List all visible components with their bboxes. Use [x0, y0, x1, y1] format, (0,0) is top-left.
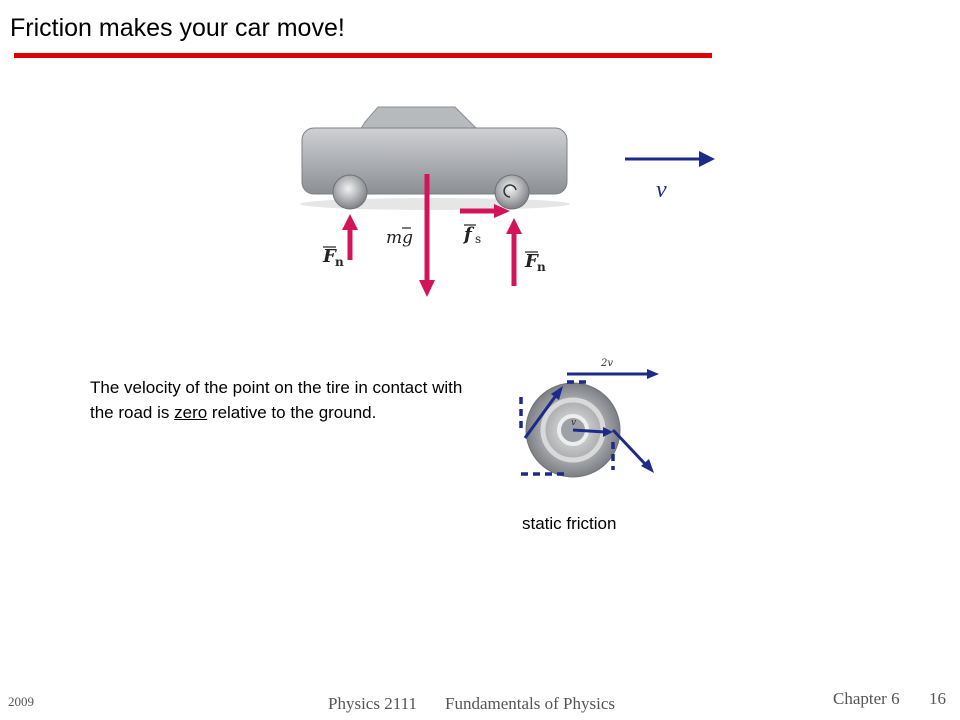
slide-title: Friction makes your car move!: [10, 14, 345, 42]
normal-force-front-arrowhead: [342, 214, 358, 230]
label-fn-front: F: [323, 246, 336, 267]
label-fs: f: [464, 224, 472, 245]
footer-year: 2009: [8, 694, 34, 709]
label-fn-rear-subscript: n: [537, 260, 546, 274]
velocity-arrow: [623, 148, 715, 170]
label-2v: 2v: [601, 358, 614, 369]
footer-chapter: Chapter 6: [833, 689, 900, 708]
title-underline: [14, 53, 712, 58]
rear-wheel: [495, 175, 529, 209]
label-fn-front-subscript: n: [335, 255, 344, 269]
label-mg: mg: [386, 228, 414, 248]
wheel-caption: static friction: [522, 514, 617, 533]
car-force-diagram: [290, 100, 580, 305]
body-text-start: The velocity of the point on the tire in contact with the road is: [90, 378, 463, 422]
weight-arrowhead: [419, 280, 435, 297]
rolling-wheel-diagram: [505, 352, 665, 487]
footer-page-number: 16: [929, 689, 946, 708]
lower-right-velocity-arrow: [613, 430, 647, 466]
body-text-end: relative to the ground.: [207, 403, 377, 422]
center-velocity-arrow: [573, 430, 605, 432]
label-center-v: v: [571, 418, 577, 428]
body-text-emphasis: zero: [174, 403, 208, 422]
label-fn-rear: F: [525, 251, 538, 272]
body-text: [90, 375, 470, 425]
car-cabin: [360, 107, 478, 130]
footer-course: Physics 2111: [328, 694, 417, 713]
label-fs-subscript: s: [475, 232, 482, 246]
normal-force-rear-arrowhead: [506, 218, 522, 234]
front-wheel: [333, 175, 367, 209]
velocity-label: v: [656, 177, 667, 203]
footer-book-title: Fundamentals of Physics: [445, 694, 615, 713]
